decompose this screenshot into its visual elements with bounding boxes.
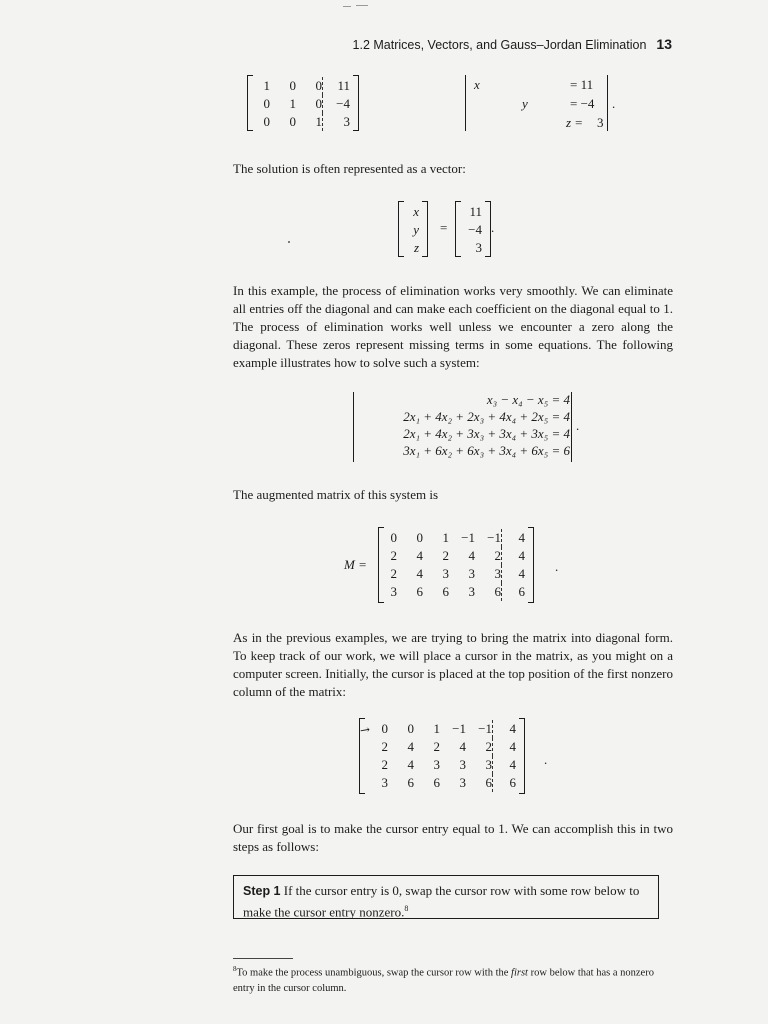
end-mark: . xyxy=(544,752,548,767)
matrix-cell: 0 xyxy=(390,530,397,545)
matrix-cell: 3 xyxy=(459,775,466,790)
footnote xyxy=(233,962,673,996)
matrix-cell: 4 xyxy=(501,565,525,583)
system-right-bar xyxy=(607,75,608,131)
header-section-title: 1.2 Matrices, Vectors, and Gauss–Jordan Elimination xyxy=(352,38,647,52)
matrix-cell: −1 xyxy=(487,530,501,545)
system-equation-3: 2x₁ + 4x₂ + 3x₃ + 3x₄ + 3x₅ = 4 xyxy=(403,426,570,441)
matrix-cell: 3 xyxy=(381,775,388,790)
matrix-cell: 1 xyxy=(289,96,296,111)
matrix-cell: 4 xyxy=(407,739,414,754)
matrix-cell: 4 xyxy=(501,547,525,565)
matrix-cell: 3 xyxy=(459,757,466,772)
matrix-cell: −4 xyxy=(322,95,350,113)
var-y: y xyxy=(522,96,528,111)
system-left-bar xyxy=(465,75,466,131)
matrix-cell: 4 xyxy=(468,548,475,563)
vector-xyz xyxy=(398,201,428,257)
matrix-cell: 4 xyxy=(492,720,516,738)
matrix-cell: 4 xyxy=(501,529,525,547)
paragraph-first-goal: Our first goal is to make the cursor entry equal to 1. We can accomplish this in two steps as follows: xyxy=(233,821,673,854)
matrix-cell: 4 xyxy=(459,739,466,754)
matrix-cell: 3 xyxy=(468,584,475,599)
reduced-matrix xyxy=(247,75,359,131)
scan-speck xyxy=(288,241,290,243)
matrix-cell: 3 xyxy=(322,113,350,131)
vector-entry: −4 xyxy=(468,222,482,237)
footnote-text-a: To make the process unambiguous, swap the cursor row with the xyxy=(236,967,512,979)
matrix-cell: −1 xyxy=(452,721,466,736)
paragraph-elimination: In this example, the process of elimination works very smoothly. We can eliminate all entries off the diagonal and can make each coefficient on the diagonal equal to 1. The process of elimination works well unless we encounter a zero along the diagonal. These zeros represent missing terms in some equations. The following example illustrates how to solve such a system: xyxy=(233,283,673,370)
paragraph-vector-intro: The solution is often represented as a vector: xyxy=(233,161,466,176)
vector-entry: 11 xyxy=(469,204,482,219)
rhs-1: = 11 xyxy=(570,77,594,92)
matrix-cell: 4 xyxy=(492,738,516,756)
system-equation-2: 2x₁ + 4x₂ + 2x₃ + 4x₄ + 2x₅ = 4 xyxy=(403,409,570,424)
scan-mark xyxy=(356,5,368,6)
matrix-cell: 4 xyxy=(416,548,423,563)
right-bracket xyxy=(353,75,359,131)
matrix-cell: 6 xyxy=(433,775,440,790)
vector-solution-grid xyxy=(461,201,485,257)
end-mark: . xyxy=(576,418,580,433)
footnote-rule xyxy=(233,958,293,959)
system-equation-1: x₃ − x₄ − x₅ = 4 xyxy=(486,392,570,407)
vector-entry: x xyxy=(413,204,419,219)
matrix-label-M: M = xyxy=(344,557,367,572)
matrix-cell: 0 xyxy=(263,114,270,129)
matrix-cell: 11 xyxy=(322,77,350,95)
step-title: Step 1 xyxy=(243,884,281,898)
matrix-cell: 6 xyxy=(494,584,501,599)
matrix-cell: −1 xyxy=(478,721,492,736)
matrix-cell: 0 xyxy=(315,96,322,111)
matrix-cell: 3 xyxy=(433,757,440,772)
matrix-cell: 3 xyxy=(390,584,397,599)
end-mark: . xyxy=(491,220,495,235)
matrix-cell: 0 xyxy=(263,96,270,111)
matrix-cell: 1 xyxy=(442,530,449,545)
matrix-cell: 6 xyxy=(416,584,423,599)
vector-solution xyxy=(455,201,491,257)
cursor-entry: 0 xyxy=(381,721,388,736)
matrix-cell: 3 xyxy=(442,566,449,581)
vector-entry: z xyxy=(413,240,419,255)
var-x: x xyxy=(474,77,480,92)
matrix-cell: 3 xyxy=(494,566,501,581)
system-left-bar xyxy=(353,392,354,462)
page-number: 13 xyxy=(656,36,672,52)
end-mark: . xyxy=(555,559,559,574)
matrix-cell: 4 xyxy=(416,566,423,581)
matrix-cell: 2 xyxy=(381,739,388,754)
right-bracket xyxy=(519,718,525,794)
footnote-mark: 8 xyxy=(233,965,237,973)
matrix-cell: 6 xyxy=(501,583,525,601)
vector-equals: = xyxy=(440,220,448,235)
matrix-cell: 0 xyxy=(407,721,414,736)
end-mark: . xyxy=(612,96,616,111)
matrix-cell: −1 xyxy=(461,530,475,545)
step-text: If the cursor entry is 0, swap the cursor row with some row below to make the cursor entry nonzero. xyxy=(243,883,640,920)
matrix-cell: 2 xyxy=(485,739,492,754)
footnote-emphasis: first xyxy=(511,967,528,979)
augmented-matrix-grid xyxy=(384,527,528,603)
vector-entry: 3 xyxy=(475,240,482,255)
matrix-cell: 6 xyxy=(492,774,516,792)
matrix-cell: 1 xyxy=(433,721,440,736)
matrix-cell: 4 xyxy=(407,757,414,772)
reduced-matrix-grid xyxy=(253,75,353,131)
matrix-cell: 2 xyxy=(390,566,397,581)
matrix-cell: 6 xyxy=(407,775,414,790)
matrix-cell: 0 xyxy=(416,530,423,545)
matrix-cell: 4 xyxy=(492,756,516,774)
matrix-cell: 0 xyxy=(289,114,296,129)
matrix-cell xyxy=(356,720,388,739)
cursor-matrix xyxy=(356,718,525,794)
paragraph-augmented: The augmented matrix of this system is xyxy=(233,487,439,502)
right-bracket xyxy=(422,201,428,257)
footnote-ref: 8 xyxy=(404,904,409,913)
step-1-box xyxy=(233,875,659,919)
var-z: z = xyxy=(566,115,584,130)
augmented-matrix-M xyxy=(378,527,534,603)
vector-entry: y xyxy=(413,222,419,237)
right-bracket xyxy=(528,527,534,603)
paragraph-cursor: As in the previous examples, we are trying to bring the matrix into diagonal form. To keep track of our work, we will place a cursor in the matrix, as you might on a computer screen. Initially, the cursor is placed at the top position of the first nonzero column of the matrix: xyxy=(233,630,673,699)
scan-mark xyxy=(343,6,351,7)
matrix-cell: 2 xyxy=(433,739,440,754)
rhs-2: = −4 xyxy=(570,96,595,111)
matrix-cell: 2 xyxy=(442,548,449,563)
matrix-cell: 3 xyxy=(485,757,492,772)
matrix-cell: 1 xyxy=(263,78,270,93)
cursor-arrow-icon: ↗ xyxy=(356,721,374,739)
system-equation-4: 3x₁ + 6x₂ + 6x₃ + 3x₄ + 6x₅ = 6 xyxy=(403,443,570,458)
matrix-cell: 2 xyxy=(390,548,397,563)
system-right-bar xyxy=(571,392,572,462)
matrix-cell: 2 xyxy=(381,757,388,772)
matrix-cell: 6 xyxy=(485,775,492,790)
footnote-text-b: row below that has a nonzero entry in the cursor column. xyxy=(233,967,654,994)
matrix-cell: 3 xyxy=(468,566,475,581)
matrix-cell: 1 xyxy=(315,114,322,129)
matrix-cell: 6 xyxy=(442,584,449,599)
matrix-cell: 0 xyxy=(315,78,322,93)
running-header xyxy=(0,36,672,52)
cursor-matrix-grid xyxy=(356,718,519,794)
matrix-cell: 0 xyxy=(289,78,296,93)
vector-xyz-grid xyxy=(404,201,422,257)
matrix-cell: 2 xyxy=(494,548,501,563)
rhs-3: 3 xyxy=(597,115,604,130)
